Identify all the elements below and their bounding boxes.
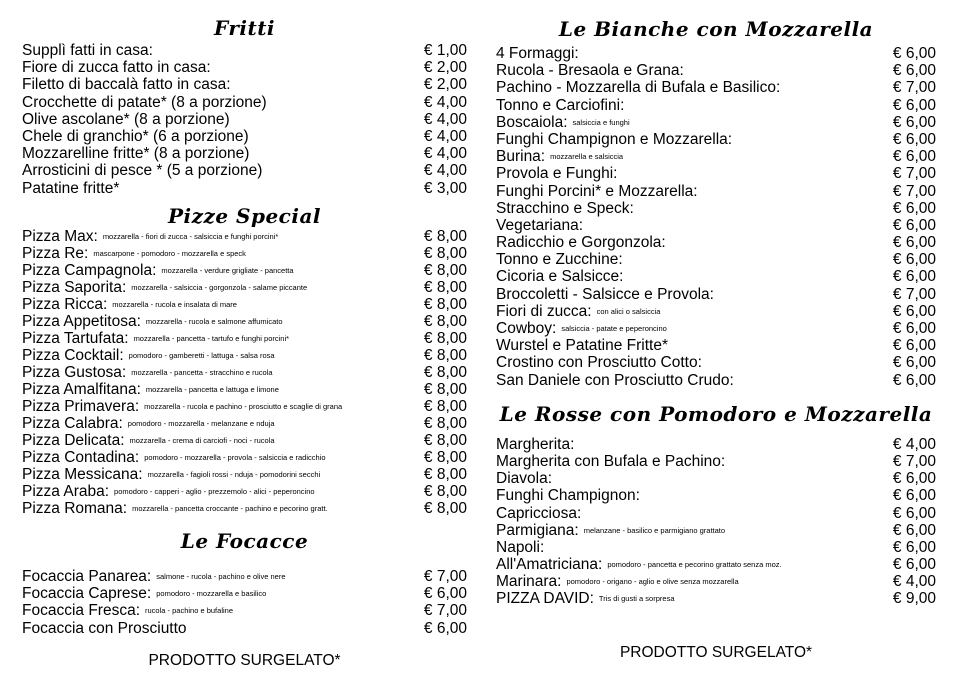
menu-item-price: € 6,00 <box>892 96 936 114</box>
menu-item-price: € 6,00 <box>892 199 936 217</box>
menu-item-name: PIZZA DAVID: <box>496 590 594 608</box>
menu-item-name: Stracchino e Speck: <box>496 199 634 217</box>
menu-item <box>22 111 467 128</box>
menu-item-description: salmone - rucola - pachino e olive nere <box>156 571 286 581</box>
menu-item <box>22 330 467 347</box>
menu-item <box>496 79 936 96</box>
menu-item-price: € 9,00 <box>892 590 936 608</box>
menu-item <box>22 76 467 93</box>
menu-item <box>496 131 936 148</box>
menu-item <box>496 505 936 522</box>
menu-item-price: € 8,00 <box>423 312 467 330</box>
menu-item <box>496 234 936 251</box>
menu-item-price: € 4,00 <box>892 573 936 591</box>
menu-item-price: € 8,00 <box>423 465 467 483</box>
menu-item-name: Rucola - Bresaola e Grana: <box>496 62 684 80</box>
menu-item-name: Funghi Porcini* e Mozzarella: <box>496 182 698 200</box>
menu-item <box>22 620 467 637</box>
menu-item-description: melanzane - basilico e parmigiano grattato <box>583 525 726 535</box>
menu-item-price: € 6,00 <box>892 302 936 320</box>
menu-item-price: € 7,00 <box>892 285 936 303</box>
menu-item-description: Tris di gusti a sorpresa <box>598 594 675 604</box>
menu-item-name: Cicoria e Salsicce: <box>496 268 624 286</box>
menu-item-name: Olive ascolane* (8 a porzione) <box>22 110 230 128</box>
footer-note: PRODOTTO SURGELATO* <box>148 652 341 670</box>
menu-item-name: Tonno e Carciofini: <box>496 96 625 114</box>
right-column <box>496 0 936 662</box>
menu-item-description: mozzarella - pancetta - stracchino e rucola <box>131 367 273 377</box>
menu-item <box>22 568 467 585</box>
section-title-bianche: Le Bianche con Mozzarella <box>558 17 874 41</box>
menu-item-price: € 2,00 <box>423 59 467 77</box>
menu-item-name: Pizza Re: <box>22 244 89 262</box>
menu-item <box>496 303 936 320</box>
section-title-rosse: Le Rosse con Pomodoro e Mozzarella <box>499 401 933 426</box>
menu-item-name: Focaccia Panarea: <box>22 567 152 585</box>
menu-item-price: € 6,00 <box>423 619 467 637</box>
menu-item-description: salsiccia e funghi <box>572 117 630 127</box>
menu-item <box>496 165 936 182</box>
menu-item-price: € 7,00 <box>423 602 467 620</box>
menu-item-description: mozzarella - salsiccia - gorgonzola - salame piccante <box>131 282 308 292</box>
menu-item-price: € 3,00 <box>423 179 467 197</box>
menu-item <box>496 251 936 268</box>
menu-item-price: € 6,00 <box>892 148 936 166</box>
menu-item-name: Supplì fatti in casa: <box>22 42 153 59</box>
menu-item-description: pomodoro - origano - aglio e olive senza mozzarella <box>566 577 739 587</box>
menu-item-name: Pizza Delicata: <box>22 431 125 449</box>
menu-item-name: Pizza Tartufata: <box>22 329 129 347</box>
menu-item-description: pomodoro - gamberetti - lattuga - salsa rosa <box>128 350 275 360</box>
rosse-list <box>496 436 936 608</box>
menu-item <box>22 449 467 466</box>
menu-item <box>22 466 467 483</box>
menu-item-name: Pizza Araba: <box>22 482 110 500</box>
menu-item-price: € 6,00 <box>892 504 936 522</box>
menu-item <box>22 313 467 330</box>
menu-item <box>22 162 467 179</box>
left-column <box>22 0 467 670</box>
menu-item <box>496 487 936 504</box>
menu-item-price: € 8,00 <box>423 329 467 347</box>
menu-item-price: € 8,00 <box>423 363 467 381</box>
menu-item-name: Funghi Champignon: <box>496 487 640 505</box>
menu-item-name: Margherita: <box>496 435 575 453</box>
menu-item-description: pomodoro - mozzarella e basilico <box>156 589 267 599</box>
menu-item-name: Pizza Contadina: <box>22 448 140 466</box>
menu-item-price: € 8,00 <box>423 414 467 432</box>
menu-item <box>496 354 936 371</box>
menu-item <box>22 180 467 197</box>
menu-item-price: € 7,00 <box>892 452 936 470</box>
menu-item-description: pomodoro - capperi - aglio - prezzemolo - alici - peperoncino <box>114 486 315 496</box>
menu-item-name: Mozzarelline fritte* (8 a porzione) <box>22 145 250 163</box>
section-title-pizze-special: Pizze Special <box>167 203 322 228</box>
menu-item-description: mozzarella - verdure grigliate - pancetta <box>161 265 294 275</box>
footer-note: PRODOTTO SURGELATO* <box>619 643 813 661</box>
menu-item-name: Margherita con Bufala e Pachino: <box>496 452 726 470</box>
menu-item-price: € 6,00 <box>892 487 936 505</box>
menu-item-name: Pizza Max: <box>22 227 98 245</box>
menu-item <box>496 320 936 337</box>
menu-item <box>496 573 936 590</box>
menu-item-name: Arrosticini di pesce * (5 a porzione) <box>22 162 263 180</box>
menu-item <box>496 97 936 114</box>
menu-item <box>22 94 467 111</box>
menu-item <box>496 62 936 79</box>
menu-item-price: € 2,00 <box>423 76 467 94</box>
menu-item-price: € 6,00 <box>892 62 936 80</box>
menu-item-price: € 4,00 <box>423 93 467 111</box>
menu-item <box>22 347 467 364</box>
menu-item-name: Pizza Ricca: <box>22 295 108 313</box>
menu-item-price: € 8,00 <box>423 227 467 245</box>
menu-item-name: Funghi Champignon e Mozzarella: <box>496 130 733 148</box>
menu-item-name: Tonno e Zucchine: <box>496 251 623 269</box>
menu-item-name: Boscaiola: <box>496 113 568 131</box>
menu-item-name: Pizza Campagnola: <box>22 261 157 279</box>
menu-item <box>496 470 936 487</box>
menu-item-description: pomodoro - mozzarella - melanzane e nduja <box>127 418 275 428</box>
menu-item <box>496 436 936 453</box>
menu-item-price: € 7,00 <box>892 165 936 183</box>
menu-item-price: € 6,00 <box>892 556 936 574</box>
menu-item <box>22 602 467 619</box>
menu-item-price: € 6,00 <box>892 113 936 131</box>
menu-item-price: € 8,00 <box>423 380 467 398</box>
menu-item-description: pomodoro - mozzarella - provola - salsiccia e radicchio <box>144 452 326 462</box>
menu-item <box>22 364 467 381</box>
menu-item-name: Patatine fritte* <box>22 179 120 197</box>
menu-item-name: Diavola: <box>496 470 552 488</box>
menu-item <box>22 279 467 296</box>
menu-item-price: € 8,00 <box>423 278 467 296</box>
menu-item-name: 4 Formaggi: <box>496 45 579 62</box>
menu-item-name: Pizza Gustosa: <box>22 363 127 381</box>
menu-item-description: mozzarella - pancetta - tartufo e funghi porcini* <box>133 333 290 343</box>
pizze-special-list <box>22 228 467 517</box>
menu-item <box>496 453 936 470</box>
menu-item <box>22 228 467 245</box>
menu-item-description: mozzarella - crema di carciofi - noci - rucola <box>129 435 275 445</box>
menu-item-description: mozzarella - fiori di zucca - salsiccia e funghi porcini* <box>102 231 279 241</box>
menu-item-description: mozzarella - fagioli rossi - nduja - pomodorini secchi <box>147 469 321 479</box>
menu-item-name: Capricciosa: <box>496 504 582 522</box>
menu-item <box>496 522 936 539</box>
menu-item-price: € 4,00 <box>423 145 467 163</box>
menu-item-name: Marinara: <box>496 573 562 591</box>
menu-item-description: mozzarella - pancetta e lattuga e limone <box>145 384 279 394</box>
menu-item <box>496 45 936 62</box>
menu-item-description: mozzarella - rucola e insalata di mare <box>112 299 237 309</box>
menu-item-price: € 8,00 <box>423 295 467 313</box>
menu-item-price: € 1,00 <box>423 42 467 59</box>
menu-item <box>496 114 936 131</box>
menu-item-name: Pizza Romana: <box>22 499 128 517</box>
fritti-list <box>22 42 467 197</box>
menu-item-description: mozzarella - rucola e pachino - prosciutto e scaglie di grana <box>144 401 343 411</box>
menu-item-description: mascarpone - pomodoro - mozzarella e speck <box>93 248 246 258</box>
menu-item-price: € 4,00 <box>892 435 936 453</box>
menu-item <box>22 245 467 262</box>
menu-item-description: mozzarella - rucola e salmone affumicato <box>145 316 283 326</box>
menu-item <box>496 200 936 217</box>
menu-item-price: € 6,00 <box>892 216 936 234</box>
menu-item-price: € 8,00 <box>423 397 467 415</box>
menu-item-name: Pizza Saporita: <box>22 278 127 296</box>
menu-item <box>22 381 467 398</box>
menu-item-price: € 8,00 <box>423 448 467 466</box>
menu-item-name: Cowboy: <box>496 320 557 337</box>
menu-item-price: € 6,00 <box>892 521 936 539</box>
menu-item-description: salsiccia - patate e peperoncino <box>561 324 667 333</box>
section-title-fritti: Fritti <box>213 16 276 40</box>
menu-item-price: € 6,00 <box>892 538 936 556</box>
menu-item <box>496 372 936 389</box>
menu-item-price: € 6,00 <box>423 585 467 603</box>
menu-item-name: Crocchette di patate* (8 a porzione) <box>22 93 267 111</box>
menu-item <box>496 183 936 200</box>
menu-item-name: Crostino con Prosciutto Cotto: <box>496 354 702 372</box>
bianche-list <box>496 45 936 389</box>
menu-item-name: San Daniele con Prosciutto Crudo: <box>496 371 734 389</box>
menu-item <box>496 286 936 303</box>
menu-item-name: Vegetariana: <box>496 216 584 234</box>
menu-item-name: Pizza Messicana: <box>22 465 143 483</box>
menu-item-name: Wurstel e Patatine Fritte* <box>496 337 669 355</box>
menu-item-price: € 6,00 <box>892 470 936 488</box>
menu-item-price: € 6,00 <box>892 354 936 372</box>
menu-item-name: Pizza Appetitosa: <box>22 312 141 330</box>
menu-item-price: € 8,00 <box>423 431 467 449</box>
menu-item-description: con alici o salsiccia <box>596 306 661 316</box>
menu-item-name: Pizza Calabra: <box>22 414 123 432</box>
menu-item-name: Focaccia Fresca: <box>22 602 141 620</box>
menu-item-price: € 6,00 <box>892 320 936 337</box>
menu-item-price: € 8,00 <box>423 244 467 262</box>
menu-item-name: Fiore di zucca fatto in casa: <box>22 59 211 77</box>
menu-item <box>22 128 467 145</box>
menu-item-name: Pizza Primavera: <box>22 397 140 415</box>
menu-item-name: Pizza Amalfitana: <box>22 380 141 398</box>
menu-item-name: Broccoletti - Salsicce e Provola: <box>496 285 714 303</box>
menu-item-name: Napoli: <box>496 538 545 556</box>
menu-item <box>22 296 467 313</box>
menu-item-price: € 6,00 <box>892 45 936 62</box>
menu-item-price: € 8,00 <box>423 499 467 517</box>
menu-item-price: € 7,00 <box>892 79 936 97</box>
menu-item <box>496 539 936 556</box>
menu-item <box>496 217 936 234</box>
menu-item <box>22 398 467 415</box>
menu-item-price: € 4,00 <box>423 127 467 145</box>
menu-item <box>496 268 936 285</box>
menu-item-price: € 8,00 <box>423 346 467 364</box>
focacce-list <box>22 568 467 638</box>
menu-item <box>22 500 467 517</box>
menu-item-name: Provola e Funghi: <box>496 165 618 183</box>
menu-item-price: € 4,00 <box>423 110 467 128</box>
menu-item-name: Focaccia con Prosciutto <box>22 619 187 637</box>
menu-item-price: € 7,00 <box>892 182 936 200</box>
menu-item-price: € 6,00 <box>892 234 936 252</box>
menu-item-price: € 6,00 <box>892 251 936 269</box>
menu-item-name: Filetto di baccalà fatto in casa: <box>22 76 231 94</box>
menu-item-name: Chele di granchio* (6 a porzione) <box>22 127 249 145</box>
menu-item <box>22 585 467 602</box>
menu-item-description: pomodoro - pancetta e pecorino grattato senza moz. <box>607 560 782 570</box>
menu-item-description: mozzarella - pancetta croccante - pachino e pecorino gratt. <box>132 503 328 513</box>
menu-item-price: € 4,00 <box>423 162 467 180</box>
menu-item-name: Burina: <box>496 148 546 166</box>
menu-item-name: Fiori di zucca: <box>496 302 592 320</box>
menu-item-price: € 6,00 <box>892 268 936 286</box>
menu-item-description: mozzarella e salsiccia <box>550 152 624 162</box>
menu-item <box>22 415 467 432</box>
menu-item <box>22 262 467 279</box>
menu-item-price: € 8,00 <box>423 482 467 500</box>
menu-item-description: rucola - pachino e bufaline <box>145 606 233 616</box>
menu-item <box>496 556 936 573</box>
menu-item-price: € 6,00 <box>892 337 936 355</box>
menu-item-name: Focaccia Caprese: <box>22 585 152 603</box>
menu-item <box>496 148 936 165</box>
menu-item-name: Pachino - Mozzarella di Bufala e Basilico: <box>496 79 781 97</box>
menu-item-price: € 6,00 <box>892 371 936 389</box>
menu-item-name: Parmigiana: <box>496 521 579 539</box>
menu-item-name: All'Amatriciana: <box>496 556 603 574</box>
menu-item <box>22 483 467 500</box>
menu-item <box>22 145 467 162</box>
menu-item-name: Radicchio e Gorgonzola: <box>496 234 666 252</box>
menu-item-price: € 6,00 <box>892 130 936 148</box>
menu-item-price: € 8,00 <box>423 261 467 279</box>
menu-item <box>22 42 467 59</box>
menu-item-price: € 7,00 <box>423 567 467 585</box>
menu-item-name: Pizza Cocktail: <box>22 346 124 364</box>
menu-item <box>496 590 936 607</box>
section-title-focacce: Le Focacce <box>180 528 309 553</box>
menu-item <box>496 337 936 354</box>
menu-item <box>22 432 467 449</box>
menu-item <box>22 59 467 76</box>
